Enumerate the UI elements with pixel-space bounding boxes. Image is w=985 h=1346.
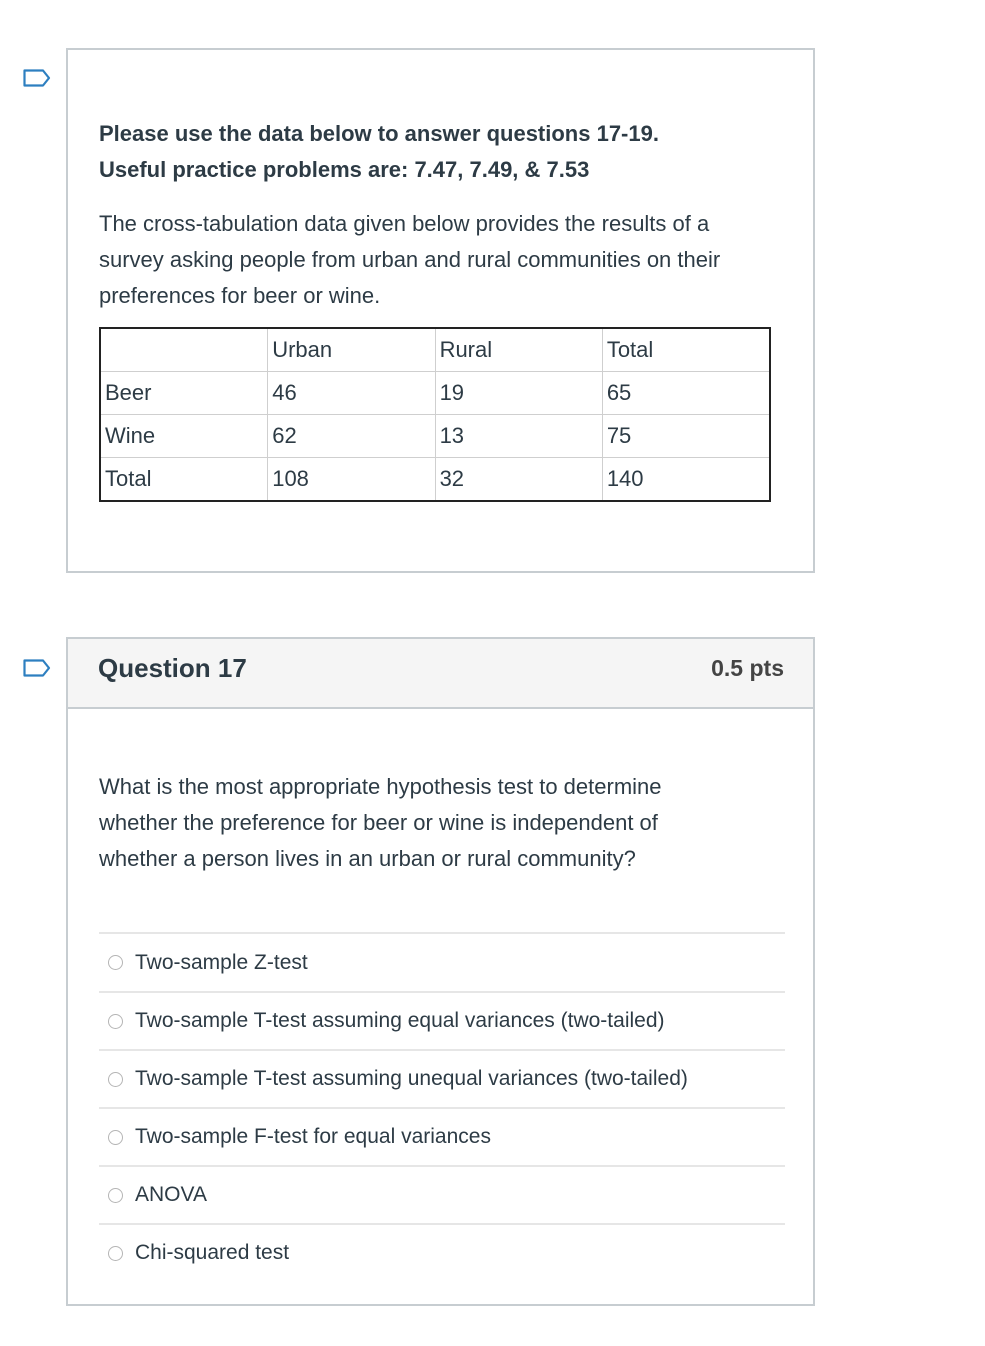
- table-cell: Beer: [100, 372, 268, 415]
- answer-label: Two-sample Z-test: [135, 950, 308, 974]
- table-cell: Total: [602, 328, 770, 372]
- cross-tab-table: [99, 327, 771, 502]
- answer-label: Two-sample F-test for equal variances: [135, 1125, 491, 1148]
- table-cell: 75: [602, 415, 770, 458]
- table-cell: 140: [602, 458, 770, 502]
- table-cell: 19: [435, 372, 602, 415]
- answer-label: ANOVA: [135, 1183, 207, 1206]
- intro-block: [99, 116, 789, 314]
- intro-line-2: Useful practice problems are: 7.47, 7.49, & 7.53: [99, 157, 590, 182]
- table-cell: [100, 328, 268, 372]
- table-cell: Rural: [435, 328, 602, 372]
- table-cell: Wine: [100, 415, 268, 458]
- table-header-row: [100, 328, 770, 372]
- table-cell: Total: [100, 458, 268, 502]
- answer-option[interactable]: [99, 932, 785, 991]
- answer-label: Chi-squared test: [135, 1241, 290, 1264]
- table-cell: 108: [268, 458, 435, 502]
- answer-option[interactable]: [99, 1165, 785, 1223]
- intro-paragraph: The cross-tabulation data given below provides the results of a survey asking people from urban and rural communities on their preferences for beer or wine.: [99, 211, 721, 308]
- flag-question-icon[interactable]: [23, 659, 51, 677]
- table-row: [100, 415, 770, 458]
- intro-line-1: Please use the data below to answer questions 17-19.: [99, 121, 659, 146]
- radio-button[interactable]: [108, 1072, 123, 1087]
- answer-option[interactable]: [99, 1107, 785, 1165]
- radio-button[interactable]: [108, 1130, 123, 1145]
- answer-label: Two-sample T-test assuming unequal variances (two-tailed): [135, 1067, 688, 1090]
- question-card: [66, 637, 815, 1306]
- answer-option[interactable]: [99, 1223, 785, 1281]
- table-cell: 13: [435, 415, 602, 458]
- radio-button[interactable]: [108, 1246, 123, 1261]
- radio-button[interactable]: [108, 1014, 123, 1029]
- intro-card: [66, 48, 815, 573]
- question-header: [68, 639, 813, 709]
- table-cell: 65: [602, 372, 770, 415]
- table-row: [100, 372, 770, 415]
- radio-button[interactable]: [108, 955, 123, 970]
- answer-option[interactable]: [99, 991, 785, 1049]
- question-text: What is the most appropriate hypothesis test to determine whether the preference for beer or wine is independent of whether a person lives in an urban or rural community?: [99, 774, 662, 871]
- table-cell: 32: [435, 458, 602, 502]
- radio-button[interactable]: [108, 1188, 123, 1203]
- answer-label: Two-sample T-test assuming equal variances (two-tailed): [135, 1009, 665, 1032]
- question-points: 0.5 pts: [711, 655, 784, 681]
- answer-option[interactable]: [99, 1049, 785, 1107]
- table-cell: Urban: [268, 328, 435, 372]
- table-cell: 46: [268, 372, 435, 415]
- table-row: [100, 458, 770, 502]
- flag-icon[interactable]: [23, 69, 51, 87]
- question-title: Question 17: [98, 653, 247, 683]
- table-cell: 62: [268, 415, 435, 458]
- answer-list: [99, 932, 785, 1281]
